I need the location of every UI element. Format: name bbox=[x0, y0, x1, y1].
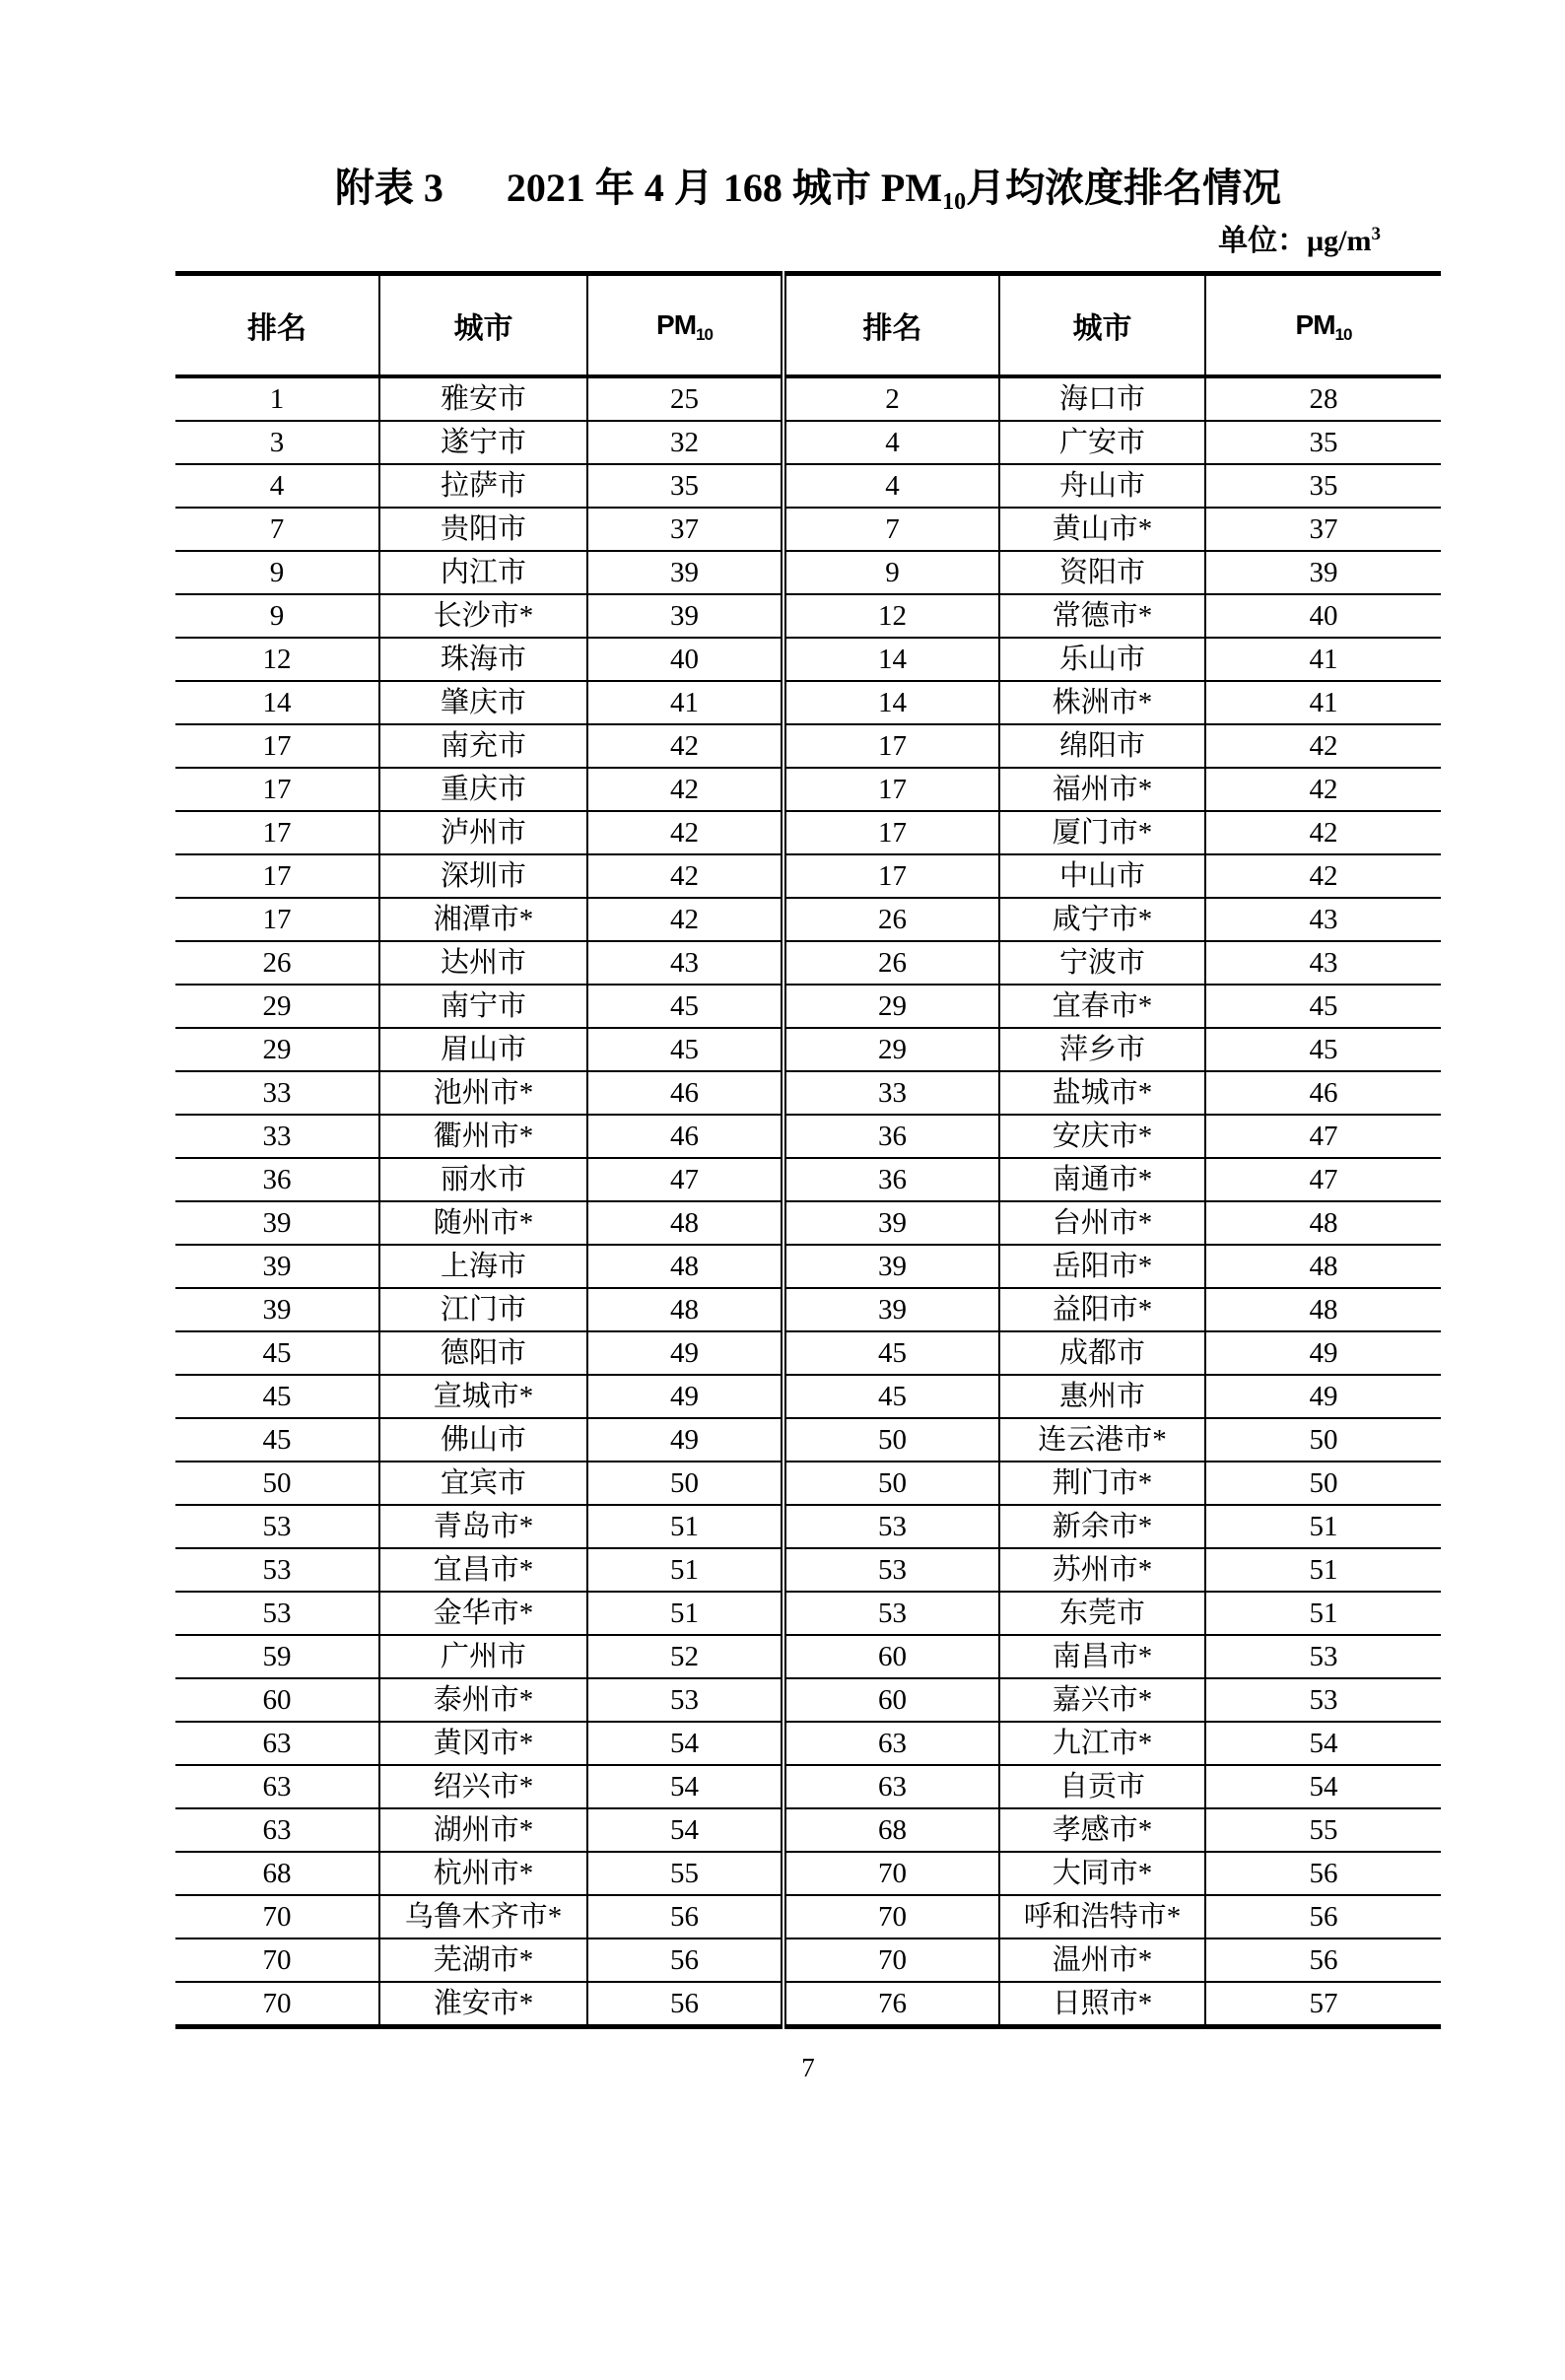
rank-cell: 12 bbox=[175, 638, 379, 681]
city-cell: 绍兴市* bbox=[379, 1765, 587, 1808]
table-row bbox=[175, 854, 1441, 898]
pm-cell: 39 bbox=[587, 594, 783, 638]
pm-cell: 53 bbox=[1205, 1635, 1441, 1678]
rank-cell: 17 bbox=[783, 854, 999, 898]
city-cell: 遂宁市 bbox=[379, 421, 587, 464]
rank-cell: 50 bbox=[783, 1418, 999, 1462]
pm-cell: 51 bbox=[1205, 1548, 1441, 1592]
pm-cell: 50 bbox=[1205, 1418, 1441, 1462]
header-rank-left: 排名 bbox=[175, 274, 379, 377]
table-row bbox=[175, 1462, 1441, 1505]
table-row bbox=[175, 1331, 1441, 1375]
rank-cell: 53 bbox=[783, 1548, 999, 1592]
city-cell: 乌鲁木齐市* bbox=[379, 1895, 587, 1938]
table-row bbox=[175, 1808, 1441, 1852]
rank-cell: 60 bbox=[175, 1678, 379, 1722]
city-cell: 呼和浩特市* bbox=[999, 1895, 1205, 1938]
city-cell: 随州市* bbox=[379, 1201, 587, 1245]
city-cell: 杭州市* bbox=[379, 1852, 587, 1895]
city-cell: 长沙市* bbox=[379, 594, 587, 638]
city-cell: 九江市* bbox=[999, 1722, 1205, 1765]
rank-cell: 63 bbox=[783, 1765, 999, 1808]
table-row bbox=[175, 681, 1441, 724]
city-cell: 宜昌市* bbox=[379, 1548, 587, 1592]
city-cell: 成都市 bbox=[999, 1331, 1205, 1375]
city-cell: 广州市 bbox=[379, 1635, 587, 1678]
city-cell: 厦门市* bbox=[999, 811, 1205, 854]
rank-cell: 70 bbox=[783, 1938, 999, 1982]
header-pm-right: $PM_{10}$ bbox=[1205, 274, 1441, 377]
rank-cell: 70 bbox=[175, 1938, 379, 1982]
pm-cell: 47 bbox=[1205, 1115, 1441, 1158]
rank-cell: 12 bbox=[783, 594, 999, 638]
city-cell: 雅安市 bbox=[379, 376, 587, 421]
rank-cell: 7 bbox=[175, 508, 379, 551]
city-cell: 丽水市 bbox=[379, 1158, 587, 1201]
rank-cell: 53 bbox=[783, 1592, 999, 1635]
table-row bbox=[175, 985, 1441, 1028]
city-cell: 海口市 bbox=[999, 376, 1205, 421]
city-cell: 芜湖市* bbox=[379, 1938, 587, 1982]
rank-cell: 26 bbox=[783, 898, 999, 941]
pm-cell: 42 bbox=[587, 811, 783, 854]
rank-cell: 39 bbox=[175, 1245, 379, 1288]
header-city-right: 城市 bbox=[999, 274, 1205, 377]
rank-cell: 70 bbox=[175, 1982, 379, 2027]
table-header bbox=[175, 274, 1441, 377]
table-row bbox=[175, 768, 1441, 811]
rank-cell: 39 bbox=[175, 1288, 379, 1331]
pm-cell: 48 bbox=[1205, 1245, 1441, 1288]
pm-cell: 25 bbox=[587, 376, 783, 421]
pm-cell: 54 bbox=[587, 1808, 783, 1852]
pm-cell: 52 bbox=[587, 1635, 783, 1678]
table-row bbox=[175, 1505, 1441, 1548]
rank-cell: 33 bbox=[783, 1071, 999, 1115]
rank-cell: 9 bbox=[783, 551, 999, 594]
rank-cell: 4 bbox=[783, 421, 999, 464]
city-cell: 温州市* bbox=[999, 1938, 1205, 1982]
city-cell: 岳阳市* bbox=[999, 1245, 1205, 1288]
table-row bbox=[175, 551, 1441, 594]
pm-cell: 48 bbox=[1205, 1201, 1441, 1245]
header-row bbox=[175, 274, 1441, 377]
pm-cell: 37 bbox=[1205, 508, 1441, 551]
rank-cell: 45 bbox=[175, 1418, 379, 1462]
pm-cell: 45 bbox=[587, 1028, 783, 1071]
rank-cell: 50 bbox=[783, 1462, 999, 1505]
pm-cell: 37 bbox=[587, 508, 783, 551]
city-cell: 荆门市* bbox=[999, 1462, 1205, 1505]
rank-cell: 14 bbox=[783, 638, 999, 681]
rank-cell: 53 bbox=[175, 1592, 379, 1635]
table-row bbox=[175, 1982, 1441, 2027]
city-cell: 乐山市 bbox=[999, 638, 1205, 681]
pm-cell: 51 bbox=[587, 1505, 783, 1548]
rank-cell: 53 bbox=[783, 1505, 999, 1548]
table-row bbox=[175, 1852, 1441, 1895]
page-number: 7 bbox=[801, 2053, 815, 2082]
rank-cell: 70 bbox=[175, 1895, 379, 1938]
pm-cell: 41 bbox=[1205, 681, 1441, 724]
pm-cell: 42 bbox=[1205, 724, 1441, 768]
rank-cell: 9 bbox=[175, 551, 379, 594]
pm-cell: 55 bbox=[587, 1852, 783, 1895]
pm-cell: 42 bbox=[587, 768, 783, 811]
rank-cell: 33 bbox=[175, 1115, 379, 1158]
pm-cell: 40 bbox=[587, 638, 783, 681]
pm-cell: 43 bbox=[1205, 941, 1441, 985]
city-cell: 萍乡市 bbox=[999, 1028, 1205, 1071]
city-cell: 宜宾市 bbox=[379, 1462, 587, 1505]
table-row bbox=[175, 376, 1441, 421]
rank-cell: 68 bbox=[783, 1808, 999, 1852]
pm-cell: 39 bbox=[1205, 551, 1441, 594]
pm-cell: 49 bbox=[587, 1331, 783, 1375]
ranking-table bbox=[175, 271, 1441, 2029]
rank-cell: 9 bbox=[175, 594, 379, 638]
rank-cell: 14 bbox=[175, 681, 379, 724]
pm-cell: 56 bbox=[587, 1895, 783, 1938]
pm-cell: 35 bbox=[1205, 421, 1441, 464]
rank-cell: 45 bbox=[783, 1331, 999, 1375]
table-row bbox=[175, 724, 1441, 768]
pm-cell: 42 bbox=[1205, 854, 1441, 898]
pm-cell: 28 bbox=[1205, 376, 1441, 421]
city-cell: 嘉兴市* bbox=[999, 1678, 1205, 1722]
rank-cell: 2 bbox=[783, 376, 999, 421]
pm-cell: 50 bbox=[587, 1462, 783, 1505]
city-cell: 上海市 bbox=[379, 1245, 587, 1288]
city-cell: 达州市 bbox=[379, 941, 587, 985]
pm-cell: 51 bbox=[1205, 1592, 1441, 1635]
rank-cell: 29 bbox=[175, 985, 379, 1028]
city-cell: 衢州市* bbox=[379, 1115, 587, 1158]
city-cell: 贵阳市 bbox=[379, 508, 587, 551]
pm-cell: 35 bbox=[587, 464, 783, 508]
city-cell: 南通市* bbox=[999, 1158, 1205, 1201]
pm-cell: 48 bbox=[587, 1288, 783, 1331]
city-cell: 青岛市* bbox=[379, 1505, 587, 1548]
unit-label: 单位：$\mu g/m^3$ bbox=[1218, 224, 1381, 257]
pm-cell: 32 bbox=[587, 421, 783, 464]
rank-cell: 63 bbox=[175, 1765, 379, 1808]
city-cell: 苏州市* bbox=[999, 1548, 1205, 1592]
pm-cell: 46 bbox=[587, 1115, 783, 1158]
city-cell: 资阳市 bbox=[999, 551, 1205, 594]
table-row bbox=[175, 1678, 1441, 1722]
table-row bbox=[175, 1592, 1441, 1635]
city-cell: 孝感市* bbox=[999, 1808, 1205, 1852]
pm-cell: 54 bbox=[1205, 1722, 1441, 1765]
rank-cell: 36 bbox=[175, 1158, 379, 1201]
pm-cell: 40 bbox=[1205, 594, 1441, 638]
rank-cell: 17 bbox=[783, 811, 999, 854]
table-row bbox=[175, 1765, 1441, 1808]
table-row bbox=[175, 1288, 1441, 1331]
city-cell: 淮安市* bbox=[379, 1982, 587, 2027]
rank-cell: 45 bbox=[783, 1375, 999, 1418]
rank-cell: 26 bbox=[175, 941, 379, 985]
table-row bbox=[175, 941, 1441, 985]
title-main: 2021 年 4 月 168 城市 $PM_{10}$月均浓度排名情况 bbox=[506, 166, 1282, 215]
rank-cell: 29 bbox=[175, 1028, 379, 1071]
city-cell: 宜春市* bbox=[999, 985, 1205, 1028]
title-pm-subscript: 10 bbox=[942, 189, 967, 215]
pm-cell: 45 bbox=[1205, 1028, 1441, 1071]
rank-cell: 70 bbox=[783, 1852, 999, 1895]
rank-cell: 36 bbox=[783, 1158, 999, 1201]
rank-cell: 17 bbox=[175, 898, 379, 941]
rank-cell: 39 bbox=[783, 1288, 999, 1331]
pm-cell: 51 bbox=[587, 1548, 783, 1592]
city-cell: 南宁市 bbox=[379, 985, 587, 1028]
city-cell: 金华市* bbox=[379, 1592, 587, 1635]
table-row bbox=[175, 1375, 1441, 1418]
city-cell: 盐城市* bbox=[999, 1071, 1205, 1115]
city-cell: 株洲市* bbox=[999, 681, 1205, 724]
pm-cell: 42 bbox=[1205, 811, 1441, 854]
city-cell: 中山市 bbox=[999, 854, 1205, 898]
city-cell: 宁波市 bbox=[999, 941, 1205, 985]
table-row bbox=[175, 508, 1441, 551]
pm-cell: 42 bbox=[1205, 768, 1441, 811]
city-cell: 德阳市 bbox=[379, 1331, 587, 1375]
pm-cell: 42 bbox=[587, 898, 783, 941]
rank-cell: 4 bbox=[783, 464, 999, 508]
city-cell: 常德市* bbox=[999, 594, 1205, 638]
header-rank-right: 排名 bbox=[783, 274, 999, 377]
rank-cell: 36 bbox=[783, 1115, 999, 1158]
page-content bbox=[175, 168, 1441, 2081]
city-cell: 绵阳市 bbox=[999, 724, 1205, 768]
table-row bbox=[175, 421, 1441, 464]
city-cell: 南昌市* bbox=[999, 1635, 1205, 1678]
pm-cell: 54 bbox=[1205, 1765, 1441, 1808]
pm-cell: 55 bbox=[1205, 1808, 1441, 1852]
rank-cell: 68 bbox=[175, 1852, 379, 1895]
rank-cell: 17 bbox=[783, 724, 999, 768]
city-cell: 益阳市* bbox=[999, 1288, 1205, 1331]
table-row bbox=[175, 1115, 1441, 1158]
city-cell: 大同市* bbox=[999, 1852, 1205, 1895]
city-cell: 眉山市 bbox=[379, 1028, 587, 1071]
pm-cell: 46 bbox=[1205, 1071, 1441, 1115]
pm-cell: 41 bbox=[587, 681, 783, 724]
table-row bbox=[175, 898, 1441, 941]
pm-cell: 57 bbox=[1205, 1982, 1441, 2027]
pm-cell: 54 bbox=[587, 1765, 783, 1808]
pm-cell: 45 bbox=[587, 985, 783, 1028]
table-row bbox=[175, 1548, 1441, 1592]
rank-cell: 39 bbox=[783, 1245, 999, 1288]
city-cell: 宣城市* bbox=[379, 1375, 587, 1418]
pm-cell: 48 bbox=[587, 1201, 783, 1245]
rank-cell: 17 bbox=[175, 768, 379, 811]
pm-cell: 42 bbox=[587, 854, 783, 898]
city-cell: 珠海市 bbox=[379, 638, 587, 681]
table-row bbox=[175, 1245, 1441, 1288]
header-city-left: 城市 bbox=[379, 274, 587, 377]
pm-cell: 49 bbox=[1205, 1331, 1441, 1375]
pm-cell: 42 bbox=[587, 724, 783, 768]
city-cell: 黄冈市* bbox=[379, 1722, 587, 1765]
city-cell: 江门市 bbox=[379, 1288, 587, 1331]
table-row bbox=[175, 1938, 1441, 1982]
pm-cell: 56 bbox=[587, 1938, 783, 1982]
city-cell: 福州市* bbox=[999, 768, 1205, 811]
rank-cell: 53 bbox=[175, 1548, 379, 1592]
rank-cell: 45 bbox=[175, 1331, 379, 1375]
rank-cell: 3 bbox=[175, 421, 379, 464]
pm-cell: 45 bbox=[1205, 985, 1441, 1028]
rank-cell: 59 bbox=[175, 1635, 379, 1678]
city-cell: 佛山市 bbox=[379, 1418, 587, 1462]
pm-cell: 49 bbox=[587, 1375, 783, 1418]
table-row bbox=[175, 1158, 1441, 1201]
rank-cell: 17 bbox=[175, 854, 379, 898]
table-row bbox=[175, 1722, 1441, 1765]
rank-cell: 39 bbox=[783, 1201, 999, 1245]
rank-cell: 29 bbox=[783, 985, 999, 1028]
table-row bbox=[175, 638, 1441, 681]
pm-cell: 35 bbox=[1205, 464, 1441, 508]
city-cell: 自贡市 bbox=[999, 1765, 1205, 1808]
pm-cell: 53 bbox=[587, 1678, 783, 1722]
city-cell: 深圳市 bbox=[379, 854, 587, 898]
pm-cell: 51 bbox=[1205, 1505, 1441, 1548]
pm-cell: 46 bbox=[587, 1071, 783, 1115]
table-row bbox=[175, 464, 1441, 508]
page-title bbox=[175, 166, 1441, 215]
pm-cell: 43 bbox=[1205, 898, 1441, 941]
city-cell: 广安市 bbox=[999, 421, 1205, 464]
pm-cell: 48 bbox=[587, 1245, 783, 1288]
city-cell: 新余市* bbox=[999, 1505, 1205, 1548]
header-pm-left: $PM_{10}$ bbox=[587, 274, 783, 377]
table-row bbox=[175, 1071, 1441, 1115]
rank-cell: 76 bbox=[783, 1982, 999, 2027]
pm-cell: 43 bbox=[587, 941, 783, 985]
rank-cell: 63 bbox=[175, 1722, 379, 1765]
city-cell: 连云港市* bbox=[999, 1418, 1205, 1462]
city-cell: 东莞市 bbox=[999, 1592, 1205, 1635]
pm-cell: 50 bbox=[1205, 1462, 1441, 1505]
rank-cell: 39 bbox=[175, 1201, 379, 1245]
pm-cell: 56 bbox=[1205, 1938, 1441, 1982]
pm-cell: 48 bbox=[1205, 1288, 1441, 1331]
table-body bbox=[175, 376, 1441, 2027]
rank-cell: 63 bbox=[175, 1808, 379, 1852]
city-cell: 台州市* bbox=[999, 1201, 1205, 1245]
city-cell: 重庆市 bbox=[379, 768, 587, 811]
rank-cell: 45 bbox=[175, 1375, 379, 1418]
rank-cell: 53 bbox=[175, 1505, 379, 1548]
pm-cell: 56 bbox=[1205, 1852, 1441, 1895]
rank-cell: 4 bbox=[175, 464, 379, 508]
city-cell: 泸州市 bbox=[379, 811, 587, 854]
table-row bbox=[175, 1418, 1441, 1462]
table-row bbox=[175, 1635, 1441, 1678]
city-cell: 拉萨市 bbox=[379, 464, 587, 508]
city-cell: 日照市* bbox=[999, 1982, 1205, 2027]
rank-cell: 29 bbox=[783, 1028, 999, 1071]
rank-cell: 17 bbox=[783, 768, 999, 811]
pm-cell: 56 bbox=[587, 1982, 783, 2027]
city-cell: 黄山市* bbox=[999, 508, 1205, 551]
city-cell: 安庆市* bbox=[999, 1115, 1205, 1158]
pm-cell: 47 bbox=[1205, 1158, 1441, 1201]
table-row bbox=[175, 811, 1441, 854]
rank-cell: 60 bbox=[783, 1678, 999, 1722]
rank-cell: 14 bbox=[783, 681, 999, 724]
pm-cell: 41 bbox=[1205, 638, 1441, 681]
pm-cell: 49 bbox=[587, 1418, 783, 1462]
rank-cell: 60 bbox=[783, 1635, 999, 1678]
rank-cell: 17 bbox=[175, 724, 379, 768]
city-cell: 泰州市* bbox=[379, 1678, 587, 1722]
rank-cell: 63 bbox=[783, 1722, 999, 1765]
pm-cell: 54 bbox=[587, 1722, 783, 1765]
city-cell: 湘潭市* bbox=[379, 898, 587, 941]
rank-cell: 7 bbox=[783, 508, 999, 551]
table-row bbox=[175, 1895, 1441, 1938]
city-cell: 南充市 bbox=[379, 724, 587, 768]
unit-superscript: 3 bbox=[1371, 224, 1381, 244]
pm-cell: 49 bbox=[1205, 1375, 1441, 1418]
city-cell: 肇庆市 bbox=[379, 681, 587, 724]
rank-cell: 70 bbox=[783, 1895, 999, 1938]
rank-cell: 17 bbox=[175, 811, 379, 854]
rank-cell: 50 bbox=[175, 1462, 379, 1505]
city-cell: 池州市* bbox=[379, 1071, 587, 1115]
city-cell: 内江市 bbox=[379, 551, 587, 594]
pm-cell: 53 bbox=[1205, 1678, 1441, 1722]
city-cell: 舟山市 bbox=[999, 464, 1205, 508]
pm-cell: 51 bbox=[587, 1592, 783, 1635]
city-cell: 惠州市 bbox=[999, 1375, 1205, 1418]
pm-cell: 39 bbox=[587, 551, 783, 594]
table-row bbox=[175, 594, 1441, 638]
rank-cell: 1 bbox=[175, 376, 379, 421]
rank-cell: 33 bbox=[175, 1071, 379, 1115]
city-cell: 湖州市* bbox=[379, 1808, 587, 1852]
title-table-label: 附表 3 bbox=[334, 166, 443, 210]
pm-cell: 56 bbox=[1205, 1895, 1441, 1938]
rank-cell: 26 bbox=[783, 941, 999, 985]
pm-cell: 47 bbox=[587, 1158, 783, 1201]
city-cell: 咸宁市* bbox=[999, 898, 1205, 941]
table-row bbox=[175, 1201, 1441, 1245]
table-row bbox=[175, 1028, 1441, 1071]
